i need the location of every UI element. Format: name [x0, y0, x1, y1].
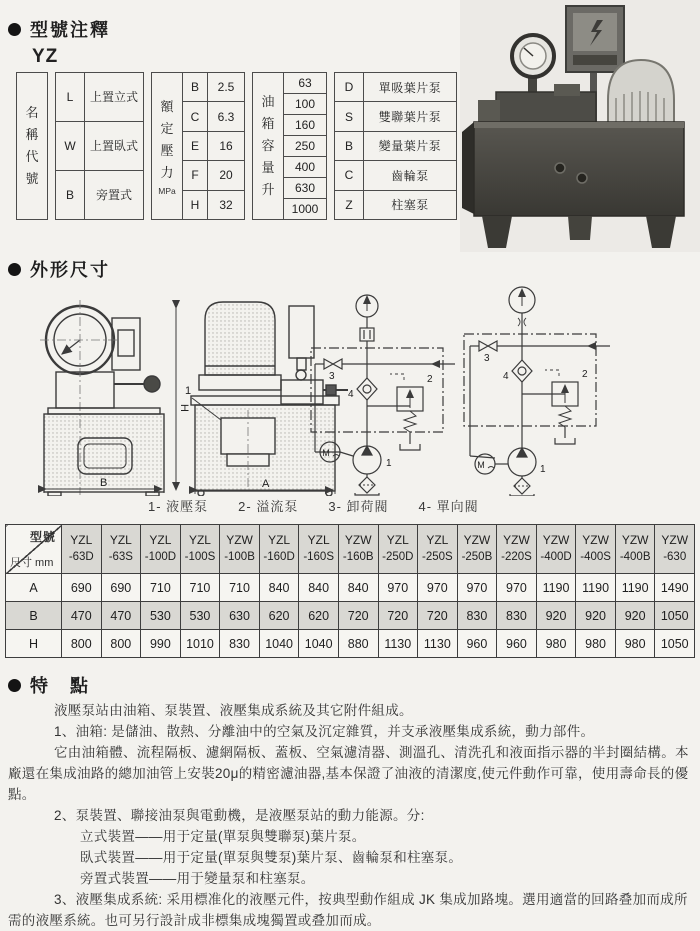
pressure-value: 16: [208, 131, 245, 160]
mount-code: W: [56, 122, 85, 171]
capacity-value: 400: [284, 157, 327, 178]
mount-style-subtable: [55, 72, 144, 220]
circuit2-motor-label: M: [477, 460, 485, 470]
corner-model-label: 型號: [29, 530, 56, 544]
pressure-subtable: [151, 72, 245, 220]
pressure-value: 6.3: [208, 102, 245, 131]
pressure-label-cell: [152, 73, 183, 220]
col-header: YZL -63S: [101, 525, 141, 574]
col-header: YZL -250D: [378, 525, 418, 574]
features-text: [8, 700, 698, 931]
legend-item: 4- 單向閥: [418, 499, 479, 514]
col-header: YZW -220S: [497, 525, 537, 574]
pump-code: B: [335, 131, 364, 160]
hydraulic-circuit-diagram-2: [464, 287, 610, 496]
side-part-label: 1: [185, 385, 192, 397]
feature-paragraph: 2、泵裝置、聯接油泵與電動機，是液壓泵站的動力能源。分:: [54, 808, 425, 823]
capacity-value: 250: [284, 136, 327, 157]
pressure-code: B: [183, 73, 208, 102]
pump-name: 雙聯葉片泵: [364, 102, 457, 131]
tank-capacity-subtable: [252, 72, 327, 220]
feature-paragraph: 旁置式裝置——用于變量泵和柱塞泵。: [80, 871, 315, 886]
mount-desc: 旁置式: [85, 171, 144, 220]
section-title: 特 點: [30, 676, 90, 696]
mount-desc: 上置臥式: [85, 122, 144, 171]
table-row: H 800 800 990 1010 830 1040 1040 880 1130 1130 960 960 980 980 980 1050: [6, 630, 695, 658]
section-model-notation-heading: [8, 16, 110, 42]
dim-b-label: B: [100, 477, 108, 489]
section-bullet-icon: [8, 679, 21, 692]
col-header: YZW -100B: [220, 525, 260, 574]
capacity-value: 100: [284, 94, 327, 115]
feature-paragraph: 臥式裝置——用于定量(單泵與雙泵)葉片泵、齒輪泵和柱塞泵。: [80, 850, 463, 865]
mount-code: B: [56, 171, 85, 220]
circuit2-part2-label: 2: [582, 369, 588, 380]
pressure-unit: MPa: [158, 186, 176, 197]
corner-dim-label: 尺寸 mm: [10, 557, 54, 569]
name-code-subtable: [16, 72, 48, 220]
col-header: YZW -250B: [457, 525, 497, 574]
row-label: B: [6, 602, 62, 630]
circuit1-part2-label: 2: [427, 374, 433, 385]
legend-item: 2- 溢流泵: [238, 499, 299, 514]
circuit1-part4-label: 4: [348, 389, 354, 400]
section-dimensions-heading: [8, 256, 110, 282]
col-header: YZL -100S: [180, 525, 220, 574]
pump-code: D: [335, 73, 364, 102]
table-row: A 690 690 710 710 710 840 840 840 970 970 970 970 1190 1190 1190 1490: [6, 574, 695, 602]
col-header: YZL -250S: [418, 525, 458, 574]
circuit2-part4-label: 4: [503, 371, 509, 382]
tank-label-cell: [253, 73, 284, 220]
row-label: H: [6, 630, 62, 658]
mount-code: L: [56, 73, 85, 122]
model-prefix: YZ: [32, 46, 59, 67]
name-code-cell: [17, 73, 48, 220]
name-code-label: 名稱代號: [25, 104, 39, 187]
circuit1-motor-label: M: [322, 448, 330, 458]
pressure-code: E: [183, 131, 208, 160]
capacity-value: 630: [284, 178, 327, 199]
pump-name: 變量葉片泵: [364, 131, 457, 160]
col-header: YZL -100D: [141, 525, 181, 574]
pump-name: 齒輪泵: [364, 161, 457, 190]
legend-item: 3- 卸荷閥: [328, 499, 389, 514]
col-header: YZW -630: [655, 525, 695, 574]
pressure-code: H: [183, 190, 208, 219]
legend-item: 1- 液壓泵: [148, 499, 209, 514]
circuit2-part3-label: 3: [484, 353, 490, 364]
pump-code: C: [335, 161, 364, 190]
section-features-heading: [8, 672, 90, 698]
section-title: 型號注釋: [30, 20, 110, 40]
dimension-drawings: [0, 280, 700, 496]
row-label: A: [6, 574, 62, 602]
size-table-corner: [6, 525, 62, 574]
feature-paragraph: 3、液壓集成系統: 采用標准化的液壓元件，按典型動作組成 JK 集成加路塊。選用適當的回路叠加而成所需的液壓系統。也可另行設計成非標集成塊獨置或叠加而成。: [8, 892, 688, 928]
feature-paragraph: 立式裝置——用于定量(單泵與雙聯泵)葉片泵。: [80, 829, 366, 844]
pressure-code: F: [183, 161, 208, 190]
pressure-label: 額定壓力: [160, 98, 174, 181]
circuit2-part1-label: 1: [540, 464, 546, 475]
pressure-value: 2.5: [208, 73, 245, 102]
pressure-code: C: [183, 102, 208, 131]
pump-type-subtable: [334, 72, 457, 220]
dim-a-label: A: [262, 478, 270, 490]
section-bullet-icon: [8, 263, 21, 276]
section-title: 外形尺寸: [30, 260, 110, 280]
capacity-value: 160: [284, 115, 327, 136]
table-row: B 470 470 530 530 630 620 620 720 720 720 830 830 920 920 920 1050: [6, 602, 695, 630]
dim-h-label: H: [178, 404, 190, 412]
section-bullet-icon: [8, 23, 21, 36]
capacity-value: 63: [284, 73, 327, 94]
col-header: YZL -160D: [259, 525, 299, 574]
mount-desc: 上置立式: [85, 73, 144, 122]
capacity-value: 1000: [284, 199, 327, 220]
tank-label: 油箱容量升: [261, 93, 275, 198]
feature-paragraph: 它由油箱體、流程隔板、濾網隔板、蓋板、空氣濾清器、測溫孔、清洗孔和液面指示器的半封圈結構。本廠還在集成油路的總加油管上安裝20μ的精密濾油器,基本保證了油液的清潔度,使元件動作可靠，使用壽命長的優點。: [8, 745, 689, 802]
pump-name: 柱塞泵: [364, 190, 457, 219]
pressure-value: 32: [208, 190, 245, 219]
feature-paragraph: 液壓泵站由油箱、泵裝置、液壓集成系統及其它附件組成。: [54, 703, 413, 718]
product-photo: [460, 0, 700, 252]
pressure-value: 20: [208, 161, 245, 190]
col-header: YZW -400B: [615, 525, 655, 574]
circuit1-part3-label: 3: [329, 371, 335, 382]
pump-code: Z: [335, 190, 364, 219]
col-header: YZL -160S: [299, 525, 339, 574]
feature-paragraph: 1、油箱: 是儲油、散熱、分離油中的空氣及沉定雜質，并支承液壓集成系統，動力部件。: [54, 724, 595, 739]
pump-code: S: [335, 102, 364, 131]
size-table: [5, 524, 695, 658]
col-header: YZL -63D: [62, 525, 102, 574]
front-view-drawing: [40, 300, 164, 496]
drawing-legend: [148, 496, 479, 515]
side-view-drawing: [191, 302, 348, 496]
col-header: YZW -400S: [576, 525, 616, 574]
pump-name: 單吸葉片泵: [364, 73, 457, 102]
circuit1-part1-label: 1: [386, 458, 392, 469]
col-header: YZW -400D: [536, 525, 576, 574]
col-header: YZW -160B: [338, 525, 378, 574]
